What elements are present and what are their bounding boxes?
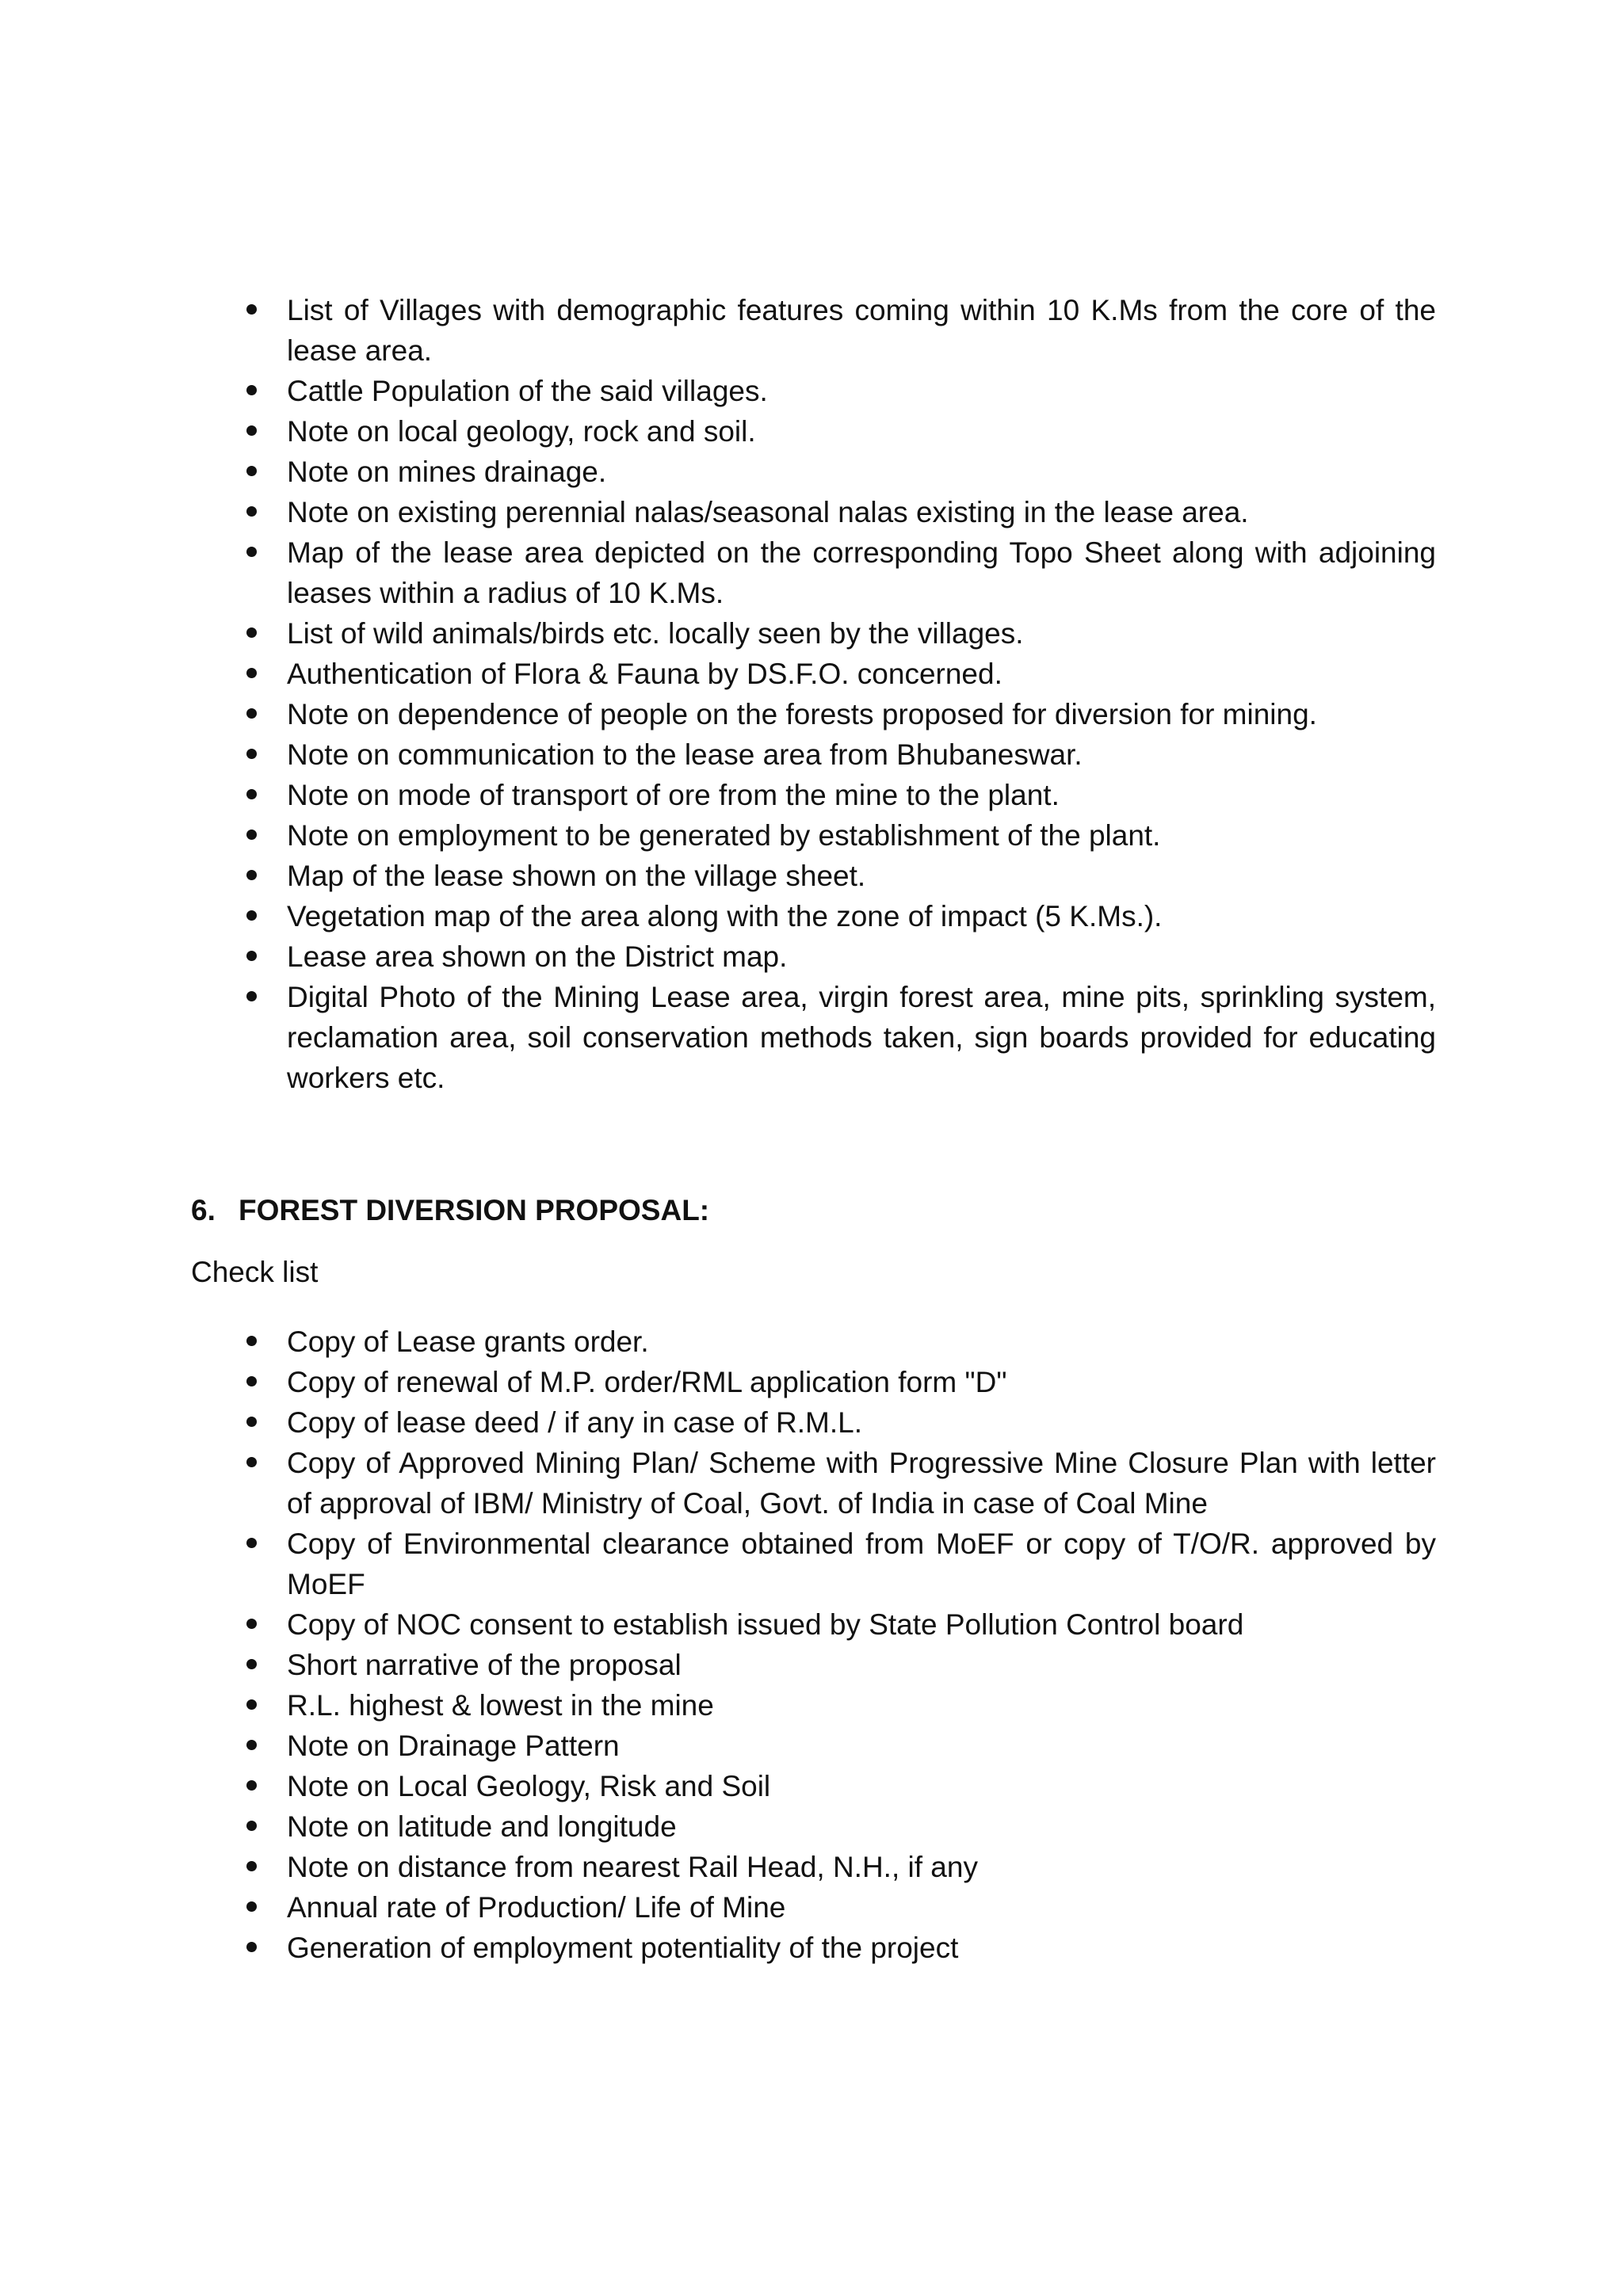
checklist-item: Generation of employment potentiality of the project xyxy=(287,1928,1436,1968)
checklist-item: Copy of Approved Mining Plan/ Scheme with Progressive Mine Closure Plan with letter of approval of IBM/ Ministry of Coal, Govt. of India in case of Coal Mine xyxy=(287,1443,1436,1524)
list-item: Note on existing perennial nalas/seasonal nalas existing in the lease area. xyxy=(287,492,1436,532)
list-item: Note on mode of transport of ore from the mine to the plant. xyxy=(287,775,1436,815)
checklist xyxy=(287,1322,1436,1968)
list-item: Digital Photo of the Mining Lease area, virgin forest area, mine pits, sprinkling system, reclamation area, soil conservation methods taken, sign boards provided for educating workers etc. xyxy=(287,977,1436,1098)
list-item: Vegetation map of the area along with the zone of impact (5 K.Ms.). xyxy=(287,896,1436,936)
list-item: Map of the lease shown on the village sheet. xyxy=(287,856,1436,896)
section-number: 6. xyxy=(191,1194,216,1226)
checklist-item: Copy of lease deed / if any in case of R.M.L. xyxy=(287,1402,1436,1443)
checklist-item: Annual rate of Production/ Life of Mine xyxy=(287,1887,1436,1928)
checklist-item: Copy of NOC consent to establish issued by State Pollution Control board xyxy=(287,1604,1436,1645)
list-item: List of Villages with demographic features coming within 10 K.Ms from the core of the lease area. xyxy=(287,290,1436,371)
checklist-item: Short narrative of the proposal xyxy=(287,1645,1436,1685)
list-item: Note on dependence of people on the forests proposed for diversion for mining. xyxy=(287,694,1436,734)
section-title: FOREST DIVERSION PROPOSAL: xyxy=(239,1194,710,1226)
checklist-subheading: Check list xyxy=(191,1256,319,1288)
requirements-list xyxy=(287,290,1436,1098)
list-item: List of wild animals/birds etc. locally seen by the villages. xyxy=(287,613,1436,654)
checklist-item: Note on latitude and longitude xyxy=(287,1806,1436,1847)
list-item: Note on local geology, rock and soil. xyxy=(287,411,1436,452)
list-item: Lease area shown on the District map. xyxy=(287,936,1436,977)
checklist-item: Copy of Lease grants order. xyxy=(287,1322,1436,1362)
checklist-item: Copy of renewal of M.P. order/RML application form "D" xyxy=(287,1362,1436,1402)
checklist-item: Note on Local Geology, Risk and Soil xyxy=(287,1766,1436,1806)
checklist-section xyxy=(287,1322,1436,1968)
requirements-list-section xyxy=(287,290,1436,1098)
section-heading xyxy=(191,1190,1436,1230)
list-item: Cattle Population of the said villages. xyxy=(287,371,1436,411)
list-item: Note on employment to be generated by establishment of the plant. xyxy=(287,815,1436,856)
list-item: Note on mines drainage. xyxy=(287,452,1436,492)
list-item: Map of the lease area depicted on the corresponding Topo Sheet along with adjoining leases within a radius of 10 K.Ms. xyxy=(287,532,1436,613)
list-item: Authentication of Flora & Fauna by DS.F.O. concerned. xyxy=(287,654,1436,694)
list-item: Note on communication to the lease area from Bhubaneswar. xyxy=(287,734,1436,775)
checklist-item: R.L. highest & lowest in the mine xyxy=(287,1685,1436,1726)
checklist-item: Note on Drainage Pattern xyxy=(287,1726,1436,1766)
checklist-item: Copy of Environmental clearance obtained from MoEF or copy of T/O/R. approved by MoEF xyxy=(287,1524,1436,1604)
checklist-item: Note on distance from nearest Rail Head, N.H., if any xyxy=(287,1847,1436,1887)
